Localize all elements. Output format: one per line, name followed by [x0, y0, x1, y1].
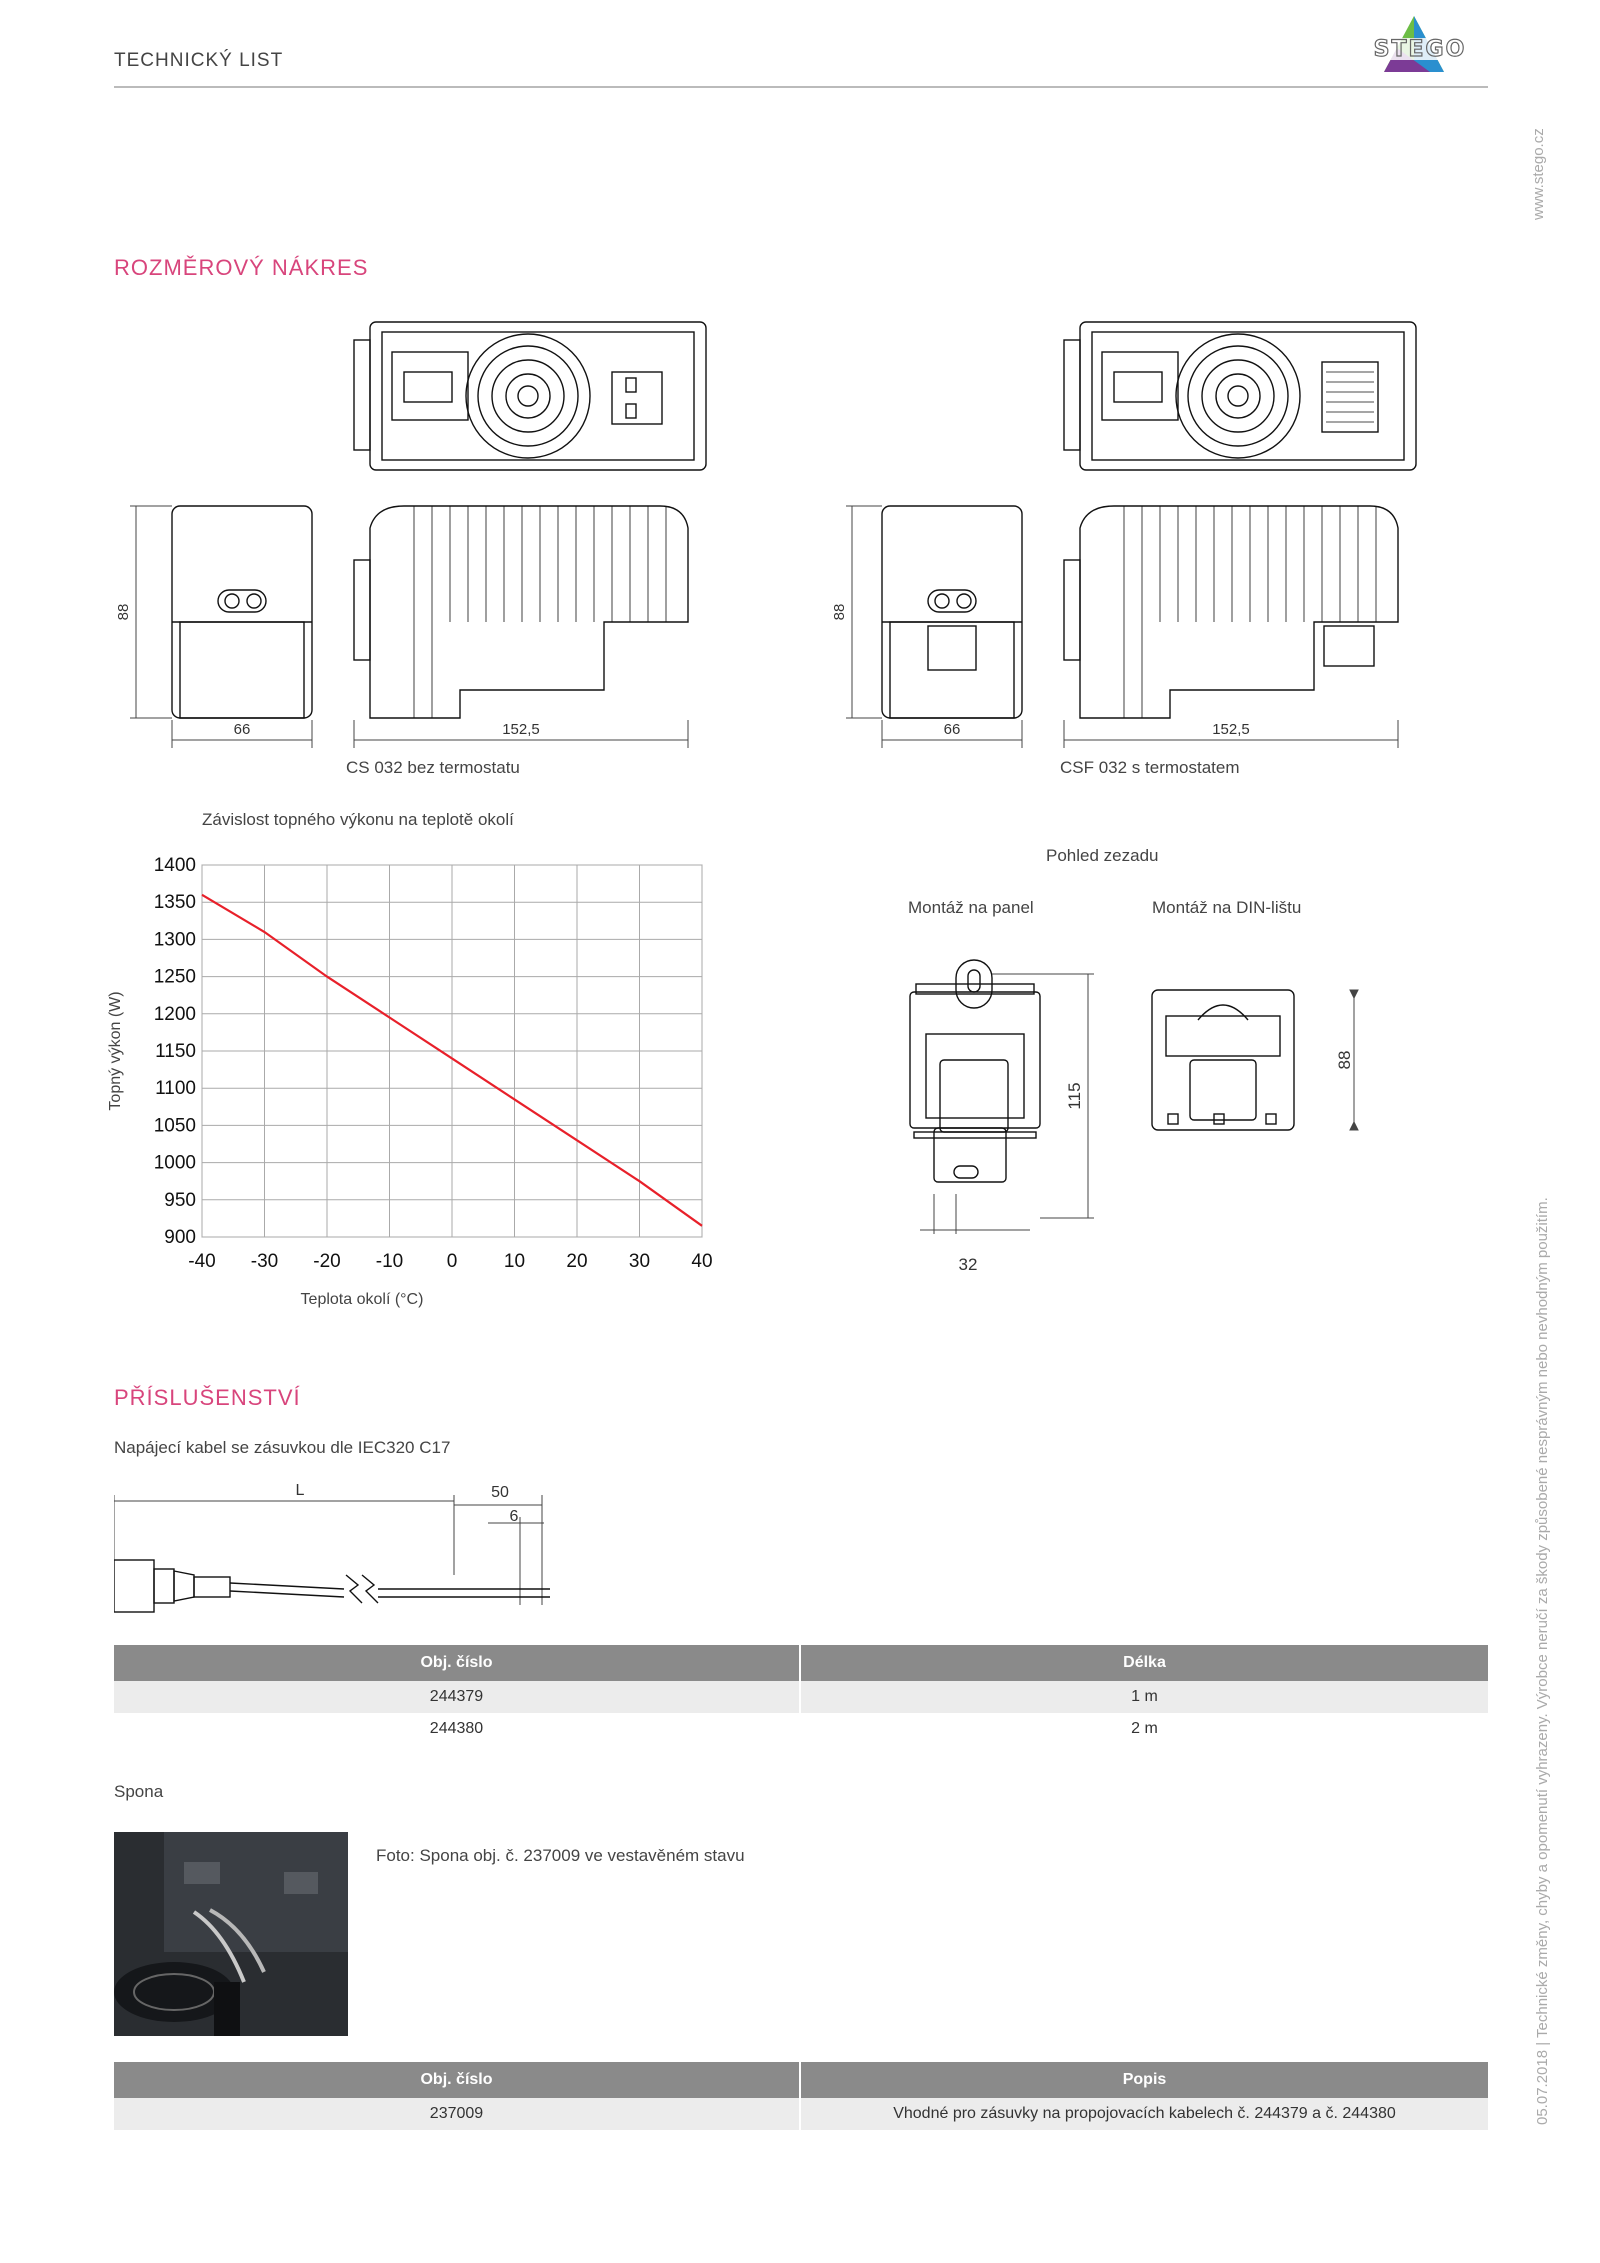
section-title-accessories: PŘÍSLUŠENSTVÍ: [114, 1385, 301, 1410]
x-tick-label: -30: [250, 1251, 279, 1272]
power-cable-drawing: [114, 1475, 584, 1615]
cable-caption: Napájecí kabel se zásuvkou dle IEC320 C17: [114, 1438, 451, 1457]
cable-dim-50: 50: [491, 1484, 509, 1501]
dim-length-right: 152,5: [1212, 721, 1250, 738]
x-axis-label: Teplota okolí (°C): [300, 1291, 424, 1308]
y-tick-label: 900: [164, 1227, 196, 1248]
y-tick-label: 1400: [153, 855, 196, 876]
dim-width-right: 66: [943, 721, 961, 738]
rear-view-title: Pohled zezadu: [1046, 846, 1159, 865]
caption-cs032: CS 032 bez termostatu: [346, 758, 520, 777]
table2-header-order-number: Obj. číslo: [114, 2062, 801, 2098]
x-tick-label: 20: [566, 1251, 588, 1272]
x-tick-labels: [188, 1251, 712, 1272]
x-tick-label: 40: [691, 1251, 713, 1272]
y-tick-label: 1050: [153, 1115, 196, 1137]
caption-csf032: CSF 032 s termostatem: [1060, 758, 1240, 777]
rear-view-drawing: [880, 950, 1380, 1290]
y-tick-label: 1250: [153, 966, 196, 988]
dim-panel-width: 32: [958, 1255, 978, 1274]
clip-photo-caption: Foto: Spona obj. č. 237009 ve vestavěném stavu: [376, 1846, 745, 1865]
clip-title: Spona: [114, 1782, 164, 1801]
dim-panel-height: 115: [1065, 1082, 1084, 1110]
din-mount-drawing: [1152, 990, 1294, 1130]
side-website: www.stego.cz: [1530, 128, 1547, 220]
device-left-drawings: [172, 322, 706, 718]
cable-dim-6: 6: [509, 1508, 519, 1525]
dim-width-left: 66: [233, 721, 251, 738]
clip-table: [114, 2062, 1488, 2130]
y-tick-label: 1000: [153, 1152, 196, 1174]
table1-header-order-number: Obj. číslo: [114, 1645, 801, 1681]
chart-grid: [202, 865, 702, 1237]
device-right-drawings: [882, 322, 1416, 718]
y-tick-label: 1300: [153, 929, 196, 951]
dim-height-right: 88: [831, 603, 848, 621]
table2-cell: Vhodné pro zásuvky na propojovacích kabelech č. 244379 a č. 244380: [801, 2098, 1488, 2130]
dim-length-left: 152,5: [502, 721, 540, 738]
y-tick-label: 1100: [155, 1078, 196, 1100]
section-title-dimensional: ROZMĚROVÝ NÁKRES: [114, 255, 369, 280]
x-tick-label: -20: [313, 1251, 341, 1272]
dimension-lines: [130, 506, 1398, 748]
y-tick-label: 1350: [153, 892, 196, 914]
heating-power-chart: [100, 845, 720, 1315]
x-tick-label: 30: [628, 1251, 651, 1272]
side-disclaimer: 05.07.2018 | Technické změny, chyby a opomenutí vyhrazeny. Výrobce neručí za škody způsobené nesprávným nebo nevhodným použitím.: [1534, 1197, 1551, 2125]
cable-table: [114, 1645, 1488, 1745]
y-axis-label: Topný výkon (W): [107, 991, 124, 1111]
dim-din-height: 88: [1335, 1050, 1354, 1070]
x-tick-label: 10: [503, 1251, 526, 1272]
table-row: [114, 1681, 1488, 1713]
cable-dim-l: L: [295, 1482, 305, 1499]
dim-height-left: 88: [115, 603, 132, 621]
document-type: TECHNICKÝ LIST: [114, 50, 284, 71]
chart-caption: Závislost topného výkonu na teplotě okolí: [202, 810, 514, 829]
table2-cell: 237009: [114, 2098, 801, 2130]
table2-header-description: Popis: [801, 2062, 1488, 2098]
table1-cell: 244379: [114, 1681, 801, 1713]
y-tick-label: 1150: [155, 1041, 196, 1062]
table1-cell: 1 m: [801, 1681, 1488, 1713]
table1-cell: 244380: [114, 1713, 801, 1745]
mount-panel-label: Montáž na panel: [908, 898, 1034, 917]
header-divider: [114, 86, 1488, 88]
table-row: [114, 1713, 1488, 1745]
dimensional-drawing: [114, 310, 1494, 770]
table-row: [114, 2098, 1488, 2130]
svg-text:STEGO: STEGO: [1373, 37, 1467, 62]
x-tick-label: -40: [188, 1251, 216, 1272]
panel-mount-drawing: [910, 960, 1040, 1182]
y-tick-label: 950: [164, 1189, 196, 1211]
stego-logo: [1352, 14, 1488, 80]
x-tick-label: -10: [375, 1251, 404, 1272]
mount-din-label: Montáž na DIN-lištu: [1152, 898, 1302, 917]
clip-photo: [114, 1832, 348, 2036]
table1-header-length: Délka: [801, 1645, 1488, 1681]
y-tick-label: 1200: [153, 1003, 196, 1025]
y-tick-labels: [154, 855, 196, 1248]
x-tick-label: 0: [446, 1251, 458, 1272]
table1-cell: 2 m: [1131, 1720, 1158, 1737]
